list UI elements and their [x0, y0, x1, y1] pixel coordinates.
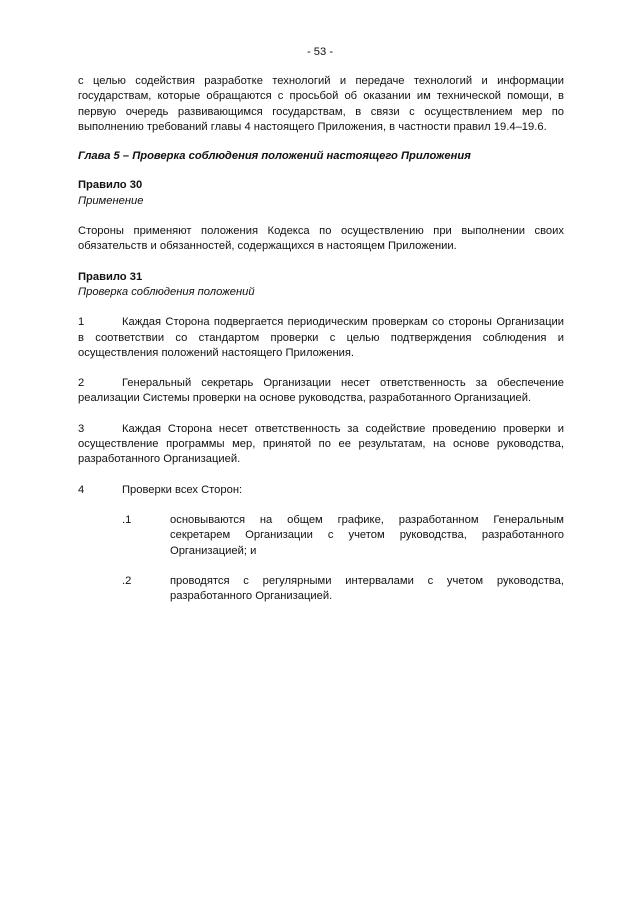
subparagraph-number: .1	[122, 513, 132, 526]
subparagraph-1	[78, 513, 564, 559]
page-content	[78, 74, 564, 619]
paragraph-number: 1	[78, 316, 85, 329]
subparagraph-text: основываются на общем графике, разработанном Генеральным секретарем Организации с учетом руководства, разработанного Организацией; и	[170, 513, 564, 557]
paragraph-text: Проверки всех Сторон:	[122, 483, 243, 496]
paragraph-number: 2	[78, 377, 85, 390]
paragraph-text: Каждая Сторона несет ответственность за содействие проведению проверки и осуществление программы мер, принятой по ее результатам, на основе руководства, разработанного Организацией.	[78, 422, 564, 466]
paragraph-text: Каждая Сторона подвергается периодическим проверкам со стороны Организации в соответствии со стандартом проверки с целью подтверждения соблюдения и осуществления положений настоящего Приложения.	[78, 316, 564, 359]
page-number: - 53 -	[306, 46, 334, 58]
rule-31-paragraph-1	[78, 315, 564, 361]
paragraph-number: 4	[78, 483, 85, 496]
subparagraph-number: .2	[122, 574, 132, 587]
intro-paragraph: с целью содействия разработке технологий и передаче технологий и информации государствам, которые обращаются с просьбой об оказании им технической помощи, в первую очередь развивающимся государствам, в связи с осуществлением мер по выполнению требований главы 4 настоящего Приложения, в частности правил 19.4–19.6.	[78, 75, 564, 133]
rule-31-title: Правило 31	[78, 270, 143, 283]
rule-30-title: Правило 30	[78, 179, 143, 192]
rule-31-paragraph-3	[78, 422, 564, 468]
paragraph-text: Генеральный секретарь Организации несет ответственность за обеспечение реализации Системы проверки на основе руководства, разработанного Организацией.	[78, 377, 564, 405]
rule-30-subtitle: Применение	[78, 194, 144, 207]
subparagraph-2	[78, 574, 564, 605]
rule-31-paragraph-4	[78, 483, 564, 498]
chapter-heading: Глава 5 – Проверка соблюдения положений настоящего Приложения	[78, 150, 471, 163]
rule-31-subtitle: Проверка соблюдения положений	[78, 285, 255, 298]
paragraph-number: 3	[78, 422, 85, 435]
rule-30-text: Стороны применяют положения Кодекса по осуществлению при выполнении своих обязательств и обязанностей, содержащихся в настоящем Приложении.	[78, 225, 564, 253]
rule-31-paragraph-2	[78, 376, 564, 407]
subparagraph-text: проводятся с регулярными интервалами с учетом руководства, разработанного Организацией.	[170, 574, 564, 603]
